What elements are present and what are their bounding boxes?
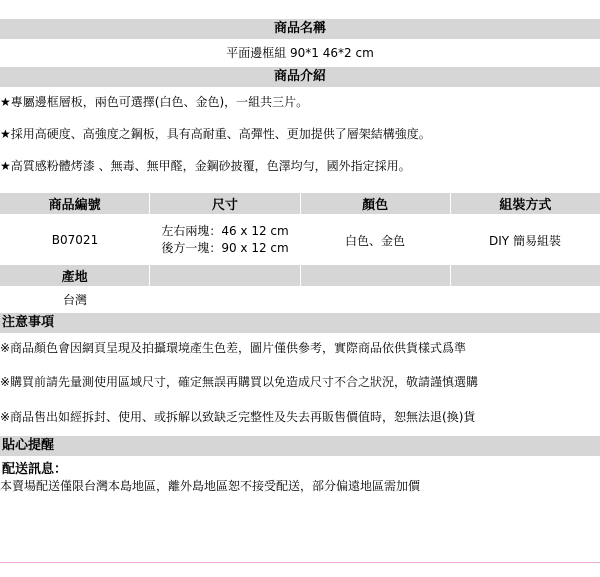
product-code: B07021 [51, 233, 99, 247]
size-line: 左右兩塊：46 x 12 cm [161, 224, 289, 238]
empty-header-cell [301, 265, 450, 286]
empty-header-cell [451, 265, 600, 286]
col-header-code: 商品編號 [0, 193, 149, 214]
intro-item: ★高質感粉體烤漆 、無毒、無甲醛，金鋼砂披覆，色澤均勻，國外指定採用。 [0, 159, 411, 173]
product-name-header: 商品名稱 [0, 19, 600, 39]
shipping-text: 本賣場配送僅限台灣本島地區，離外島地區恕不接受配送，部分偏遠地區需加價 [0, 479, 421, 493]
tips-header: 貼心提醒 [0, 436, 600, 456]
size-cell [150, 220, 300, 260]
spec-table-row [0, 220, 600, 260]
bottom-divider [0, 562, 600, 563]
intro-item: ★採用高硬度、高強度之鋼板，具有高耐重、高彈性、更加提供了層架結構強度。 [0, 127, 431, 141]
notes-header: 注意事項 [0, 313, 600, 333]
size-line: 後方一塊：90 x 12 cm [161, 241, 289, 255]
origin-value: 台灣 [62, 292, 87, 307]
origin-value-row [0, 290, 600, 308]
intro-item: ★專屬邊框層板，兩色可選擇(白色、金色)，一組共三片。 [0, 95, 309, 109]
col-header-size: 尺寸 [150, 193, 299, 214]
note-item: ※購買前請先量測使用區域尺寸，確定無誤再購買以免造成尺寸不合之狀況，敬請謹慎選購 [0, 375, 479, 389]
shipping-title: 配送訊息： [2, 462, 68, 477]
col-header-assembly: 組裝方式 [451, 193, 600, 214]
note-item: ※商品售出如經拆封、使用、或拆解以致缺乏完整性及失去再販售價值時，恕無法退(換)貨 [0, 410, 476, 424]
assembly-value: DIY 簡易組裝 [489, 233, 561, 248]
color-value: 白色、金色 [344, 233, 405, 248]
empty-header-cell [150, 265, 299, 286]
product-intro-header: 商品介紹 [0, 67, 600, 87]
origin-header: 產地 [0, 265, 149, 286]
product-name-value: 平面邊框組 90*1 46*2 cm [226, 46, 374, 60]
origin-header-row [0, 265, 600, 286]
col-header-color: 顏色 [301, 193, 450, 214]
note-item: ※商品顏色會因網頁呈現及拍攝環境產生色差，圖片僅供參考，實際商品依供貨樣式爲準 [0, 341, 467, 355]
spec-table-header-row [0, 193, 600, 214]
